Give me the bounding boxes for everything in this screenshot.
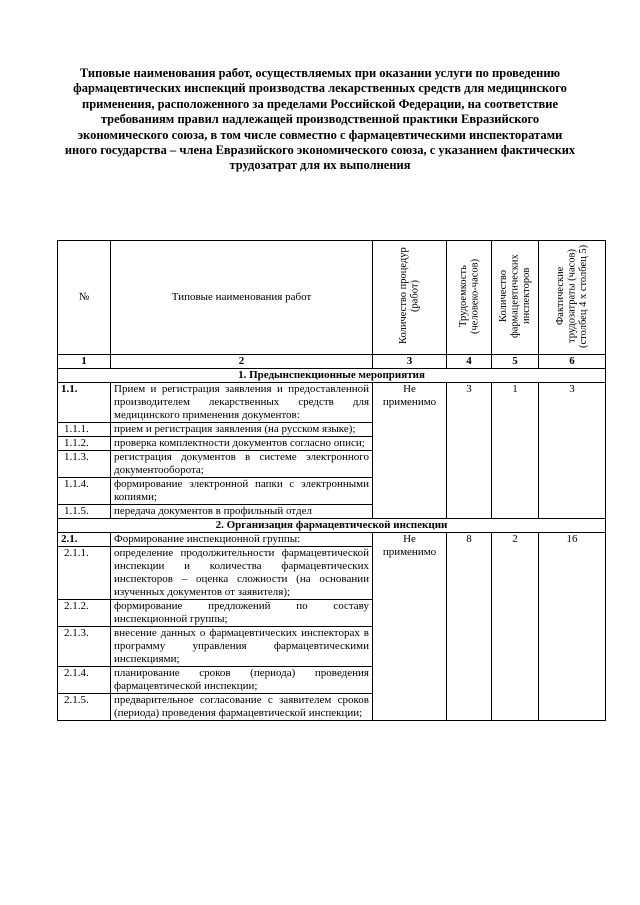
row-text: предварительное согласование с заявителем сроков (периода) проведения фармацевтической инспекции; [111,694,373,721]
header-row [58,241,606,355]
row-text: Формирование инспекционной группы: [111,533,373,547]
row-text: внесение данных о фармацевтических инспекторах в программу управления фармацевтическими инспекциями; [111,627,373,667]
col-number: 6 [539,355,606,369]
row-labor: 8 [447,533,492,721]
row-num: 2.1. [58,533,111,547]
row-text: формирование электронной папки с электронными копиями; [111,478,373,505]
row-text: определение продолжительности фармацевтической инспекции и количества фармацевтических инспекторов – оценка сложности (на основании изученных документов от заявителя); [111,547,373,600]
row-text: Прием и регистрация заявления и предоставленной производителем лекарственных средств для медицинского применения документов: [111,383,373,423]
header-labor: Трудоемкость (человеко-часов) [457,257,480,334]
row-num: 2.1.5. [58,694,111,721]
row-num: 2.1.3. [58,627,111,667]
table-row [58,383,606,423]
row-inspectors: 1 [492,383,539,519]
column-numbers-row [58,355,606,369]
section-heading-row [58,519,606,533]
col-number: 1 [58,355,111,369]
row-text: регистрация документов в системе электронного документооборота; [111,451,373,478]
section-heading: 2. Организация фармацевтической инспекции [58,519,606,533]
works-table [57,240,606,721]
row-num: 1.1.1. [58,423,111,437]
row-text: передача документов в профильный отдел [111,505,373,519]
table-row [58,533,606,547]
section-heading-row [58,369,606,383]
row-num: 1.1.4. [58,478,111,505]
header-inspectors: Количество фармацевтических инспекторов [497,253,532,338]
document-title: Типовые наименования работ, осуществляемых при оказании услуги по проведению фармацевтических инспекций производства лекарственных средств для медицинского применения, расположенного за пределами Российской Федерации, на соответствие требованиям правил надлежащей производственной практики Евразийского экономического союза, в том числе совместно с фармацевтическими инспекторатами иного государства – члена Евразийского экономического союза, с указанием фактических трудозатрат для их выполнения [64,66,576,173]
section-heading: 1. Предынспекционные мероприятия [58,369,606,383]
header-count: Количество процедур (работ) [398,247,421,344]
row-count: Не применимо [373,533,447,721]
col-number: 3 [373,355,447,369]
row-num: 2.1.4. [58,667,111,694]
header-num: № [58,241,111,355]
row-num: 1.1.5. [58,505,111,519]
header-name: Типовые наименования работ [111,241,373,355]
row-text: прием и регистрация заявления (на русском языке); [111,423,373,437]
row-count: Не применимо [373,383,447,519]
header-actual: Фактические трудозатраты (часов) (столбец 4 х столбец 5) [554,243,589,348]
row-num: 1.1.3. [58,451,111,478]
row-labor: 3 [447,383,492,519]
col-number: 4 [447,355,492,369]
col-number: 2 [111,355,373,369]
col-number: 5 [492,355,539,369]
row-num: 2.1.1. [58,547,111,600]
row-num: 1.1. [58,383,111,423]
row-num: 1.1.2. [58,437,111,451]
row-text: планирование сроков (периода) проведения фармацевтической инспекции; [111,667,373,694]
row-actual: 16 [539,533,606,721]
row-text: проверка комплектности документов согласно описи; [111,437,373,451]
row-actual: 3 [539,383,606,519]
row-inspectors: 2 [492,533,539,721]
row-text: формирование предложений по составу инспекционной группы; [111,600,373,627]
row-num: 2.1.2. [58,600,111,627]
